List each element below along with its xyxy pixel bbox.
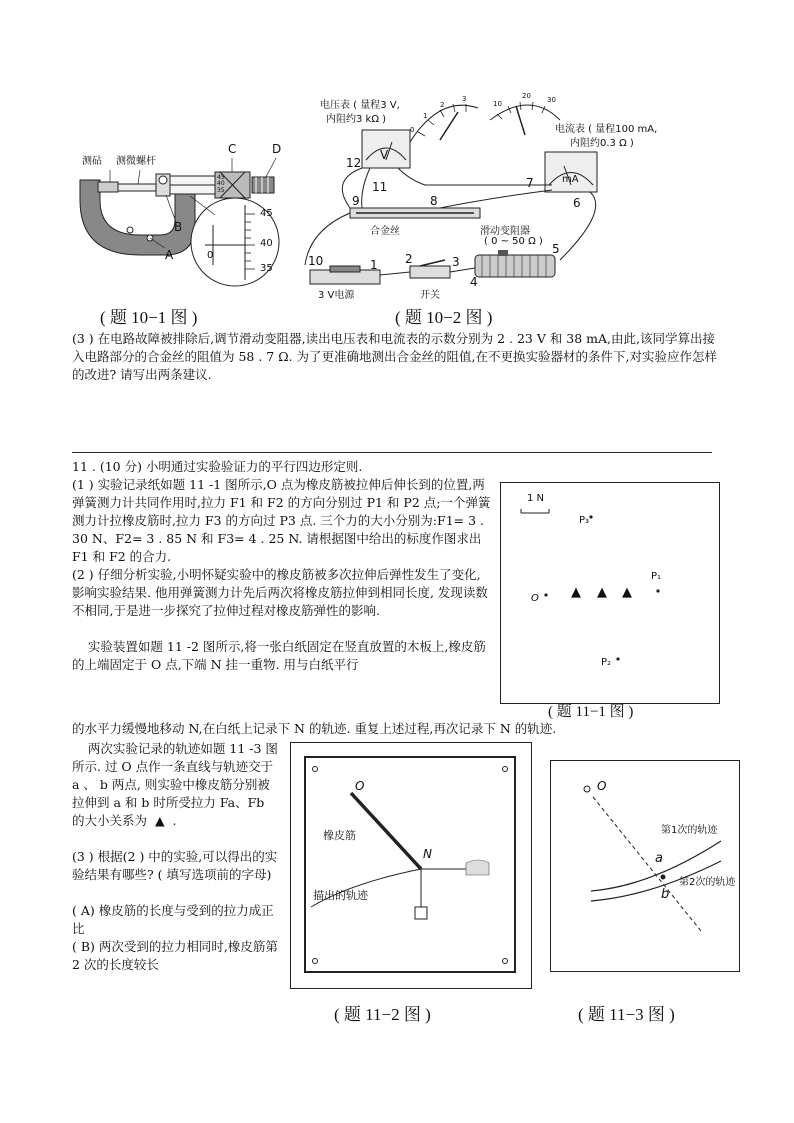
apparatus-drawing — [291, 743, 531, 988]
switch-label: 开关 — [420, 290, 440, 301]
scale-1N: 1 N — [527, 493, 545, 504]
caption-11-1: ( 题 11−1 图 ) — [548, 704, 634, 720]
node-2: 2 — [405, 252, 413, 266]
anvil-label: 测砧 — [82, 156, 102, 167]
caption-11-3: ( 题 11−3 图 ) — [578, 1005, 675, 1024]
question-11-part2: (2 ) 仔细分析实验,小明怀疑实验中的橡皮筋被多次拉伸后弹性发生了变化,影响实验结果. 他用弹簧测力计先后两次将橡皮筋拉伸到相同长度, 发现读数不相同,于是进一步探究了拉伸过程对橡皮筋弹性的影响. — [72, 567, 488, 618]
node-1: 1 — [370, 258, 378, 272]
voltmeter-label-2: 内阻约3 kΩ ) — [326, 114, 387, 125]
figure-11-3 — [550, 760, 740, 972]
trace-label: 描出的轨迹 — [313, 889, 368, 902]
question-11-traces: 两次实验记录的轨迹如题 11 -3 图所示. 过 O 点作一条直线与轨迹交于 a 、 b 两点, 则实验中橡皮筋分别被拉伸到 a 和 b 时所受拉力 Fa、Fb 的大小关系为 ▲ . — [72, 741, 278, 828]
scale-tick-40: 40 — [260, 238, 273, 249]
node-3: 3 — [452, 255, 460, 269]
question-11-part1: (1 ) 实验记录纸如题 11 -1 图所示,O 点为橡皮筋被拉伸后伸长到的位置,两弹簧测力计共同作用时,拉力 F1 和 F2 的方向分别过 P1 和 P2 点;一个弹簧测力计拉橡皮筋时,拉力 F3 的方向过 P3 点. 三个力的大小分别为:F1= 3 . 30 N、F2= 3 . 85 N 和 F3= 4 . 25 N. 请根据图中给出的标度作图求出 F1 和 F2 的合力. — [72, 477, 491, 564]
rheostat-label-1: 滑动变阻器 — [480, 226, 530, 237]
point-O-fig3: O — [597, 779, 607, 793]
track-1-label: 第1次的轨迹 — [661, 825, 718, 836]
battery-label: 3 V电源 — [318, 290, 355, 301]
point-b: b — [661, 887, 670, 902]
question-10-3: (3 ) 在电路故障被排除后,调节滑动变阻器,读出电压表和电流表的示数分别为 2 . 23 V 和 38 mA,由此,该同学算出接入电路部分的合金丝的阻值为 58 . 7 Ω. 为了更准确地测出合金丝的阻值,在不更换实验器材的条件下,对实验应作怎样的改进? 请写出两条建议. — [72, 331, 717, 382]
caption-10-1: ( 题 10−1 图 ) — [100, 308, 198, 327]
sleeve-tick-40: 40 — [217, 180, 225, 187]
node-8: 8 — [430, 194, 438, 208]
volt-tick-1: 1 — [423, 112, 428, 120]
answer-marker-3: ▲ — [622, 585, 632, 600]
point-a: a — [655, 851, 663, 866]
node-4: 4 — [470, 275, 478, 289]
amp-tick-10: 10 — [493, 100, 502, 108]
answer-marker-1: ▲ — [571, 585, 581, 600]
question-11-setup-cont: 的水平力缓慢地移动 N,在白纸上记录下 N 的轨迹. 重复上述过程,再次记录下 N 的轨迹. — [72, 721, 557, 736]
rheostat-label-2: ( 0 ~ 50 Ω ) — [484, 236, 543, 247]
label-D: D — [272, 142, 282, 156]
label-C: C — [228, 142, 237, 156]
scale-tick-35: 35 — [260, 263, 273, 274]
volt-tick-3: 3 — [462, 95, 467, 103]
figure-10-2 — [290, 90, 680, 300]
node-10: 10 — [308, 254, 324, 268]
figure-11-2 — [290, 742, 532, 989]
ammeter-mA-mark: mA — [562, 174, 579, 185]
amp-tick-30: 30 — [547, 96, 556, 104]
caption-10-2: ( 题 10−2 图 ) — [395, 308, 493, 327]
label-B: B — [174, 220, 183, 234]
node-9: 9 — [352, 194, 360, 208]
voltmeter-V-mark: V — [380, 148, 389, 162]
volt-tick-0: 0 — [410, 126, 415, 134]
node-5: 5 — [552, 242, 560, 256]
node-7: 7 — [526, 176, 534, 190]
question-11-part3: (3 ) 根据(2 ) 中的实验,可以得出的实验结果有哪些? ( 填写选项前的字母) — [72, 849, 278, 882]
point-O-fig2: O — [355, 779, 365, 793]
point-P1: P₁ — [651, 571, 662, 582]
point-P2: P₂ — [601, 657, 612, 668]
ammeter-label-2: 内阻约0.3 Ω ) — [570, 138, 634, 149]
figure-10-1 — [70, 130, 300, 300]
volt-tick-2: 2 — [440, 101, 445, 109]
sleeve-tick-35: 35 — [217, 187, 225, 194]
ammeter-label-1: 电流表 ( 量程100 mA, — [555, 124, 658, 135]
track-2-label: 第2次的轨迹 — [679, 877, 736, 888]
scale-zero: 0 — [207, 250, 214, 261]
node-6: 6 — [573, 196, 581, 210]
spindle-label: 测微螺杆 — [116, 156, 156, 167]
node-12: 12 — [346, 156, 362, 170]
question-11-setup: 实验装置如题 11 -2 图所示,将一张白纸固定在竖直放置的木板上,橡皮筋的上端固定于 O 点,下端 N 挂一重物. 用与白纸平行 — [72, 639, 486, 672]
question-11-title: 11 . (10 分) 小明通过实验验证力的平行四边形定则. — [72, 459, 363, 474]
voltmeter-label-1: 电压表 ( 量程3 V, — [320, 100, 400, 111]
point-N-fig2: N — [423, 847, 432, 861]
sleeve-tick-45: 45 — [217, 174, 225, 181]
label-A: A — [165, 248, 174, 262]
option-B: ( B) 两次受到的拉力相同时,橡皮筋第 2 次的长度较长 — [72, 939, 282, 972]
node-11: 11 — [372, 180, 388, 194]
rubber-band-label: 橡皮筋 — [323, 829, 356, 842]
scale-tick-45: 45 — [260, 208, 273, 219]
trace-diagram — [551, 761, 739, 971]
figure-11-1 — [500, 482, 720, 704]
caption-11-2: ( 题 11−2 图 ) — [334, 1005, 431, 1024]
option-A: ( A) 橡皮筋的长度与受到的拉力成正比 — [72, 903, 274, 936]
alloy-wire-label: 合金丝 — [370, 226, 400, 237]
answer-line — [72, 452, 712, 453]
point-O: O — [531, 593, 539, 604]
answer-marker-2: ▲ — [597, 585, 607, 600]
point-P3: P₃ — [579, 515, 590, 526]
amp-tick-20: 20 — [522, 92, 531, 100]
